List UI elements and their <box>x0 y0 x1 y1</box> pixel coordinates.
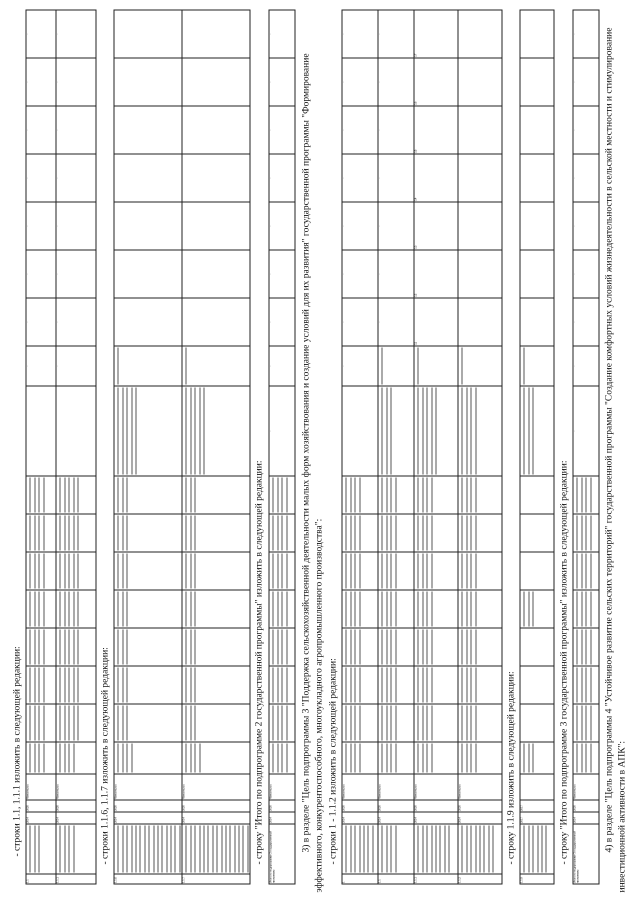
heading-row-1-1-9: - строку 1.1.9 изложить в следующей редакции: <box>506 671 517 865</box>
heading-total-2: - строку "Итого по подпрограмме 2 государственной программы" изложить в следующей редакции: <box>254 460 265 865</box>
total-label: Итого по подпрограмме 2 государственной программы <box>269 824 295 884</box>
table-total-3: Итого по подпрограмме 3 государственной программы 2014 2020 Минсельхоз - - - - - - - - - <box>573 10 600 885</box>
table-total-2: Итого по подпрограмме 2 государственной программы 2014 2020 Минсельхоз - - - - - - - - - <box>269 10 296 885</box>
rotated-page <box>1 0 641 905</box>
row-number: 1 <box>342 874 378 884</box>
row-number: 1.1.9 <box>520 874 554 884</box>
table-row-1-1-9: 1.1.9 2017 2017 <box>520 10 555 885</box>
row-description <box>26 824 56 874</box>
heading-rows-1-1-2: - строки 1 - 1.1.2 изложить в следующей редакции: <box>328 658 339 865</box>
row-number: 1.1.1 <box>414 874 458 884</box>
year-start: 2014 <box>26 812 56 824</box>
paragraph-4: 4) в разделе "Цель подпрограммы 4 "Устойчивое развитие сельских территорий" государственной программы "Создание комфортных условий жизнедеятельности в сельской местности и стимулирование инвестиционной активности в АПК": <box>604 27 628 893</box>
total-label: Итого по подпрограмме 3 государственной программы <box>573 824 599 884</box>
table-rows-1-1-6: 1.1.6 2014 2020 Минсельхоз 1.1.7 2014 2020 Минсельхоз <box>114 10 251 885</box>
heading-rows-1-1-6: - строки 1.1.6, 1.1.7 изложить в следующей редакции: <box>100 647 111 865</box>
row-number: 1.1 <box>378 874 414 884</box>
table-rows-1-1-2: 1 2014 2020 Минсельхоз - - - - - - - - 1.1 2014 2020 Минсельхоз - - - - - - - 1.1.1 2014 2020 Минсельхоз 11 12 13 14 15 16 17 1.1.2 2014 2020 Минсельхоз <box>342 10 503 885</box>
executor: Минсельхоз <box>26 774 56 800</box>
table-rows-1-1: 1.1 2014 2020 Минсельхоз - - - - - - - - 1.1.1 2014 2020 Минсельхоз - - - - - - - - <box>26 10 97 885</box>
funding-source <box>26 742 56 774</box>
row-number: 1.1.1 <box>56 874 96 884</box>
heading-rows-1-1: - строки 1.1, 1.1.1 изложить в следующей редакции: <box>12 646 23 857</box>
row-number: 1.1.6 <box>114 874 182 884</box>
heading-total-3: - строку "Итого по подпрограмме 3 государственной программы" изложить в следующей редакции: <box>559 460 570 865</box>
year-end: 2020 <box>26 800 56 812</box>
row-number: 1.1.2 <box>458 874 502 884</box>
row-number: 1.1 <box>26 874 56 884</box>
row-number: 1.1.7 <box>182 874 250 884</box>
paragraph-3: 3) в разделе "Цель подпрограммы 3 "Поддержка сельскохозяйственной деятельности малых форм хозяйствования и создание условий для их развития" государственной программы "Формирование эффективного, конкурентоспособного, многоукладного агропромышленного производства": <box>301 53 325 893</box>
